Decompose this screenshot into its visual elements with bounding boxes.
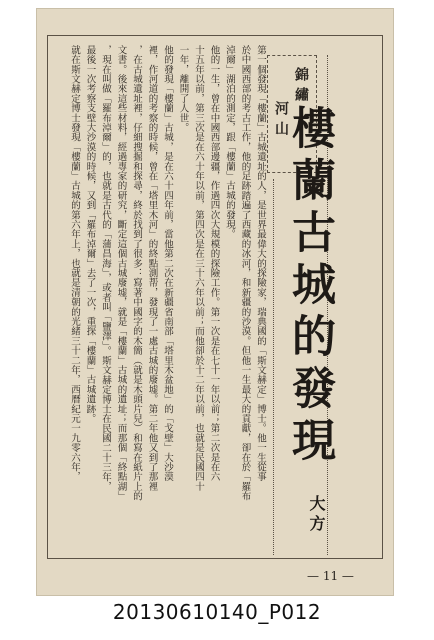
article-author: 大方: [307, 495, 326, 535]
article-title: 樓蘭古城的發現: [284, 105, 335, 469]
archive-caption: 20130610140_P012: [112, 600, 322, 624]
body-text-column: 裡，作河道的考察的時候，曾在「塔里木河」的終點測帮，發現了一處古城的廢墟。第二年他又到了那裡: [146, 45, 158, 492]
body-text-column: 最後一次考察支壁大沙漠的時候，又到「羅布淖爾」去了一次，重探「樓蘭」古城遺跡。: [84, 45, 96, 424]
body-text-column: 於中國西部的考古工作，他的足跡踏遍了西藏的冰河，和新疆的沙漠。但他一生最大的貢獻，卻在於「羅布: [239, 45, 251, 501]
magazine-page: [36, 8, 394, 596]
column-name-line1: 錦繡: [293, 67, 309, 107]
body-text-column: ，現在叫做「羅布淖爾」的，也就是古代的「蒲昌海」，或者叫「鹽澤」。斯文赫定博士在民國二十三年，: [100, 45, 111, 492]
body-text-column: 他的一生，曾在中國西部邊疆，作過四次大規模的探險工作。第一次是在七十一年以前；第二次是在六: [208, 45, 220, 482]
body-text-column: 文書。後來這些材料，經過專家的研究，斷定這個古城廢墟，就是「樓蘭」古城的遺址；而那個「終點湖」: [115, 45, 127, 501]
body-text-column: 第一個發現「樓蘭」古城遺址的人，是世界最偉大的探險家，瑞典國的「斯文赫定」博士。他一生從事: [255, 45, 266, 482]
column-name-line2: 河山: [273, 101, 289, 141]
page-number: — 11 —: [307, 569, 354, 583]
body-text-column: ，在古城遺址裡，仔細搜掘和探尋，終於找到了很多：寫著中國字的木簡（就是木頭片兒）和寫在紙片上的: [131, 45, 142, 501]
body-text-column: 淖爾」湖泊的測定，跟「樓蘭」古城的發現。: [224, 45, 235, 239]
body-text-column: 就在斯文赫定博士發現「樓蘭」古城的第六年上，也就是清朝的光緒三十二年，西曆紀元一九零六年，: [69, 45, 80, 482]
body-text-column: 一年，離開了人世。: [177, 45, 189, 133]
body-text-column: 十五年以前，第三次是在六十年以前，第四次是在三十六年以前；而他卻於十二年以前，也就是民國四十: [193, 45, 204, 492]
body-text-column: 他的發現「樓蘭」古城，是在六十四年前，當他第二次在新疆省南部「塔里木盆地」的「戈壁」大沙漠: [162, 45, 173, 482]
title-divider-left: [273, 179, 274, 555]
